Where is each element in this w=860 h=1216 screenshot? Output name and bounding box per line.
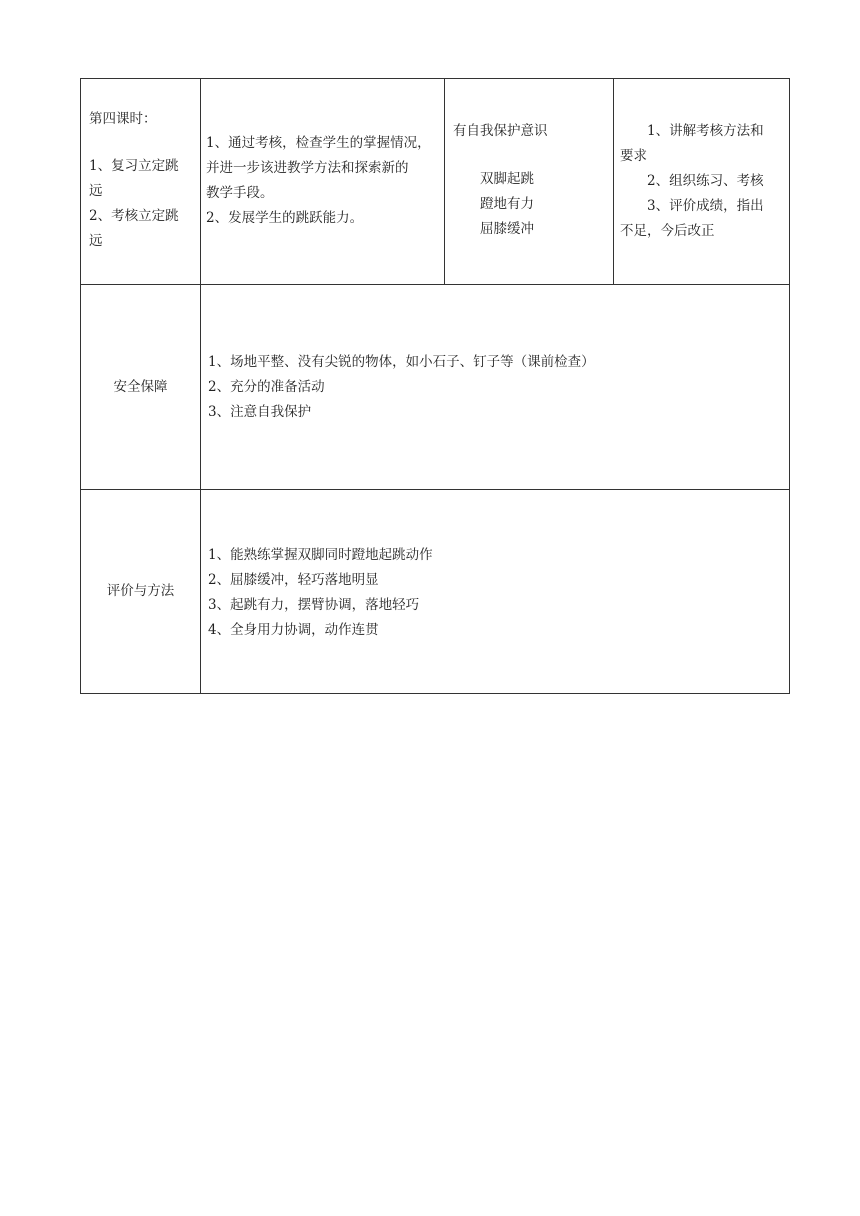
method-line: 要求 xyxy=(620,148,647,164)
spacer xyxy=(89,132,195,154)
keypoint-item: 屈膝缓冲 xyxy=(480,221,534,237)
column-divider xyxy=(613,79,614,284)
row-divider xyxy=(81,489,789,490)
method-line: 不足，今后改正 xyxy=(620,223,715,239)
row-divider xyxy=(81,284,789,285)
evaluation-item: 4、全身用力协调，动作连贯 xyxy=(208,622,379,638)
safety-content-cell xyxy=(208,350,783,425)
lesson-plan-table xyxy=(80,78,790,694)
objective-line: 2、发展学生的跳跃能力。 xyxy=(206,210,364,226)
lesson-content-item: 1、复习立定跳 xyxy=(89,158,179,174)
column-divider xyxy=(444,79,445,284)
safety-label: 安全保障 xyxy=(113,379,168,395)
method-line: 3、评价成绩，指出 xyxy=(647,198,764,214)
evaluation-content-cell xyxy=(208,543,783,643)
lesson-content-item: 远 xyxy=(89,233,103,249)
column-divider xyxy=(200,79,201,693)
objective-line: 并进一步该进教学方法和探索新的 xyxy=(206,160,409,176)
objective-line: 教学手段。 xyxy=(206,185,274,201)
lesson-content-item: 远 xyxy=(89,183,103,199)
safety-item: 3、注意自我保护 xyxy=(208,404,312,420)
lesson-period-cell xyxy=(89,107,195,254)
evaluation-item: 3、起跳有力，摆臂协调，落地轻巧 xyxy=(208,597,420,613)
keypoint-item: 双脚起跳 xyxy=(480,171,534,187)
safety-item: 1、场地平整、没有尖锐的物体，如小石子、钉子等（课前检查） xyxy=(208,354,595,370)
keypoints-title: 有自我保护意识 xyxy=(453,123,548,139)
evaluation-item: 1、能熟练掌握双脚同时蹬地起跳动作 xyxy=(208,547,433,563)
lesson-methods-cell xyxy=(620,119,788,244)
evaluation-label: 评价与方法 xyxy=(106,583,175,599)
lesson-period-title: 第四课时： xyxy=(89,111,157,127)
objective-line: 1、通过考核，检查学生的掌握情况， xyxy=(206,135,431,151)
method-line: 1、讲解考核方法和 xyxy=(647,123,764,139)
keypoint-item: 蹬地有力 xyxy=(480,196,534,212)
evaluation-item: 2、屈膝缓冲，轻巧落地明显 xyxy=(208,572,379,588)
lesson-content-item: 2、考核立定跳 xyxy=(89,208,179,224)
lesson-objectives-cell xyxy=(206,131,442,231)
spacer xyxy=(453,144,609,167)
method-line: 2、组织练习、考核 xyxy=(647,173,764,189)
lesson-keypoints-cell xyxy=(453,119,609,242)
safety-item: 2、充分的准备活动 xyxy=(208,379,325,395)
